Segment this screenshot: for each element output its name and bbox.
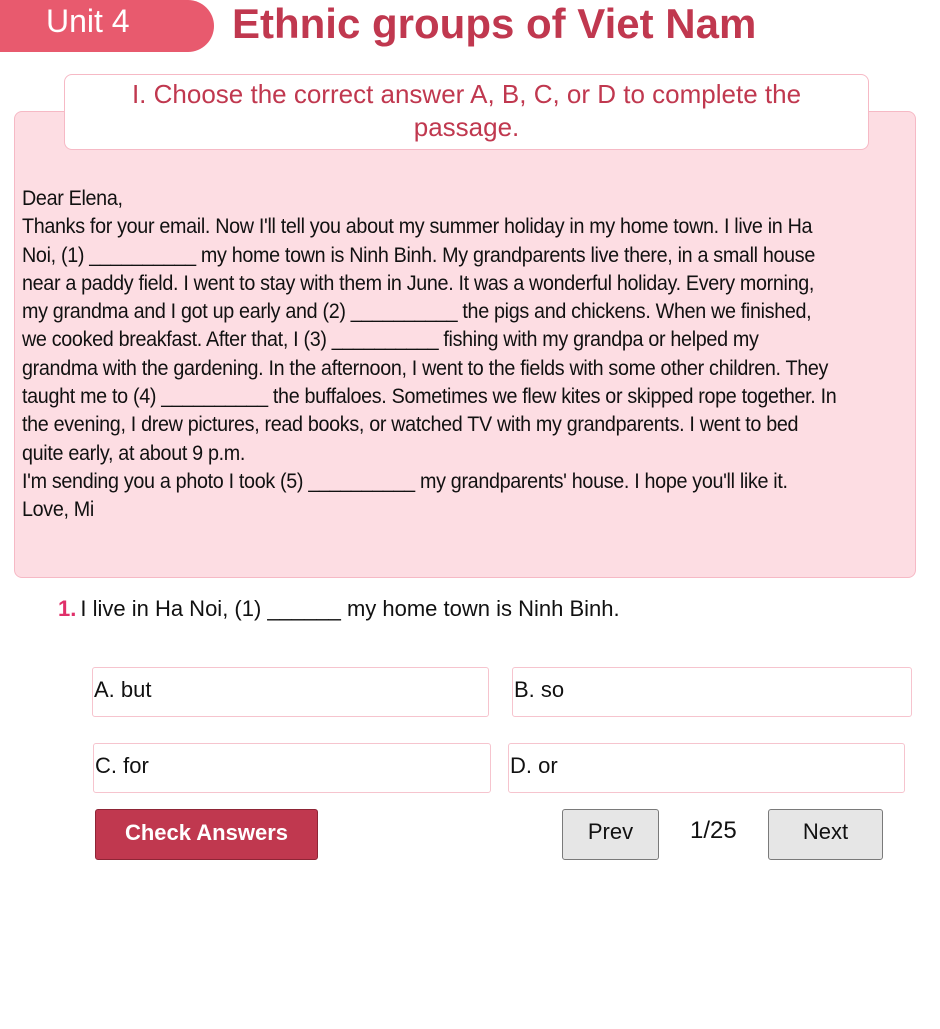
question-prompt — [58, 596, 620, 622]
page-indicator: 1/25 — [690, 817, 737, 844]
passage-line: the evening, I drew pictures, read books, or watched TV with my grandparents. I went to bed — [22, 413, 799, 437]
passage-line: taught me to (4) __________ the buffaloes. Sometimes we flew kites or skipped rope together. In — [22, 385, 837, 409]
passage-text — [22, 185, 859, 525]
passage-line: near a paddy field. I went to stay with them in June. It was a wonderful holiday. Every morning, — [22, 271, 815, 295]
passage-line: my grandma and I got up early and (2) __________ the pigs and chickens. When we finished, — [22, 300, 812, 324]
option-d-button[interactable]: D. or — [508, 743, 905, 793]
question-number: 1. — [58, 596, 77, 621]
passage-line: Noi, (1) __________ my home town is Ninh Binh. My grandparents live there, in a small house — [22, 243, 815, 267]
next-button[interactable]: Next — [768, 809, 883, 860]
passage-line: grandma with the gardening. In the afternoon, I went to the fields with some other children. They — [22, 356, 829, 380]
passage-line: I'm sending you a photo I took (5) __________ my grandparents' house. I hope you'll like it. — [22, 469, 788, 493]
passage-line: quite early, at about 9 p.m. — [22, 441, 246, 465]
unit-label: Unit 4 — [46, 3, 130, 39]
check-answers-button[interactable]: Check Answers — [95, 809, 318, 860]
option-a-button[interactable]: A. but — [92, 667, 489, 717]
passage-line: Thanks for your email. Now I'll tell you about my summer holiday in my home town. I live in Ha — [22, 215, 813, 239]
option-b-button[interactable]: B. so — [512, 667, 912, 717]
question-text: I live in Ha Noi, (1) ______ my home town is Ninh Binh. — [80, 596, 620, 621]
lesson-title: Ethnic groups of Viet Nam — [232, 0, 757, 47]
passage-line: Dear Elena, — [22, 187, 123, 210]
option-c-button[interactable]: C. for — [93, 743, 491, 793]
passage-line: we cooked breakfast. After that, I (3) __________ fishing with my grandpa or helped my — [22, 328, 759, 352]
prev-button[interactable]: Prev — [562, 809, 659, 860]
unit-tab — [0, 0, 214, 52]
instruction-box: I. Choose the correct answer A, B, C, or D to complete the passage. — [64, 74, 869, 150]
passage-line: Love, Mi — [22, 498, 94, 522]
